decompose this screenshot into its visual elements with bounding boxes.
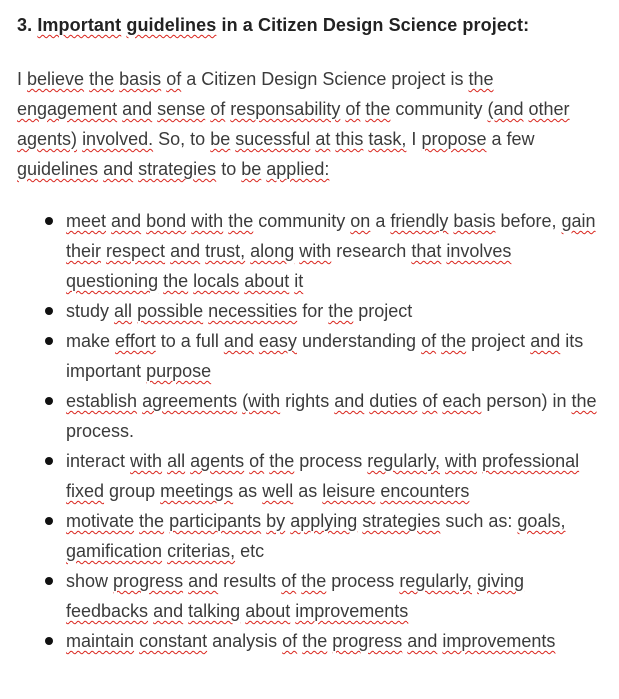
spellcheck-word: the <box>228 211 254 231</box>
spellcheck-word: possible <box>137 301 204 321</box>
spellcheck-word: professional <box>482 451 580 471</box>
spellcheck-word: the <box>301 571 327 591</box>
spellcheck-word: the <box>328 301 354 321</box>
spellcheck-word: and <box>407 631 438 651</box>
spellcheck-word: gain <box>561 211 596 231</box>
spellcheck-word: goals, <box>517 511 566 531</box>
spellcheck-word: and <box>334 391 365 411</box>
document <box>0 13 619 656</box>
spellcheck-word: agents) <box>17 129 78 149</box>
spellcheck-word: progress <box>113 571 184 591</box>
spellcheck-word: motivate <box>66 511 135 531</box>
spellcheck-word: believe <box>27 69 85 89</box>
section-heading: 3. Important guidelines in a Citizen Design Science project: <box>17 15 530 35</box>
bullet-icon <box>45 577 53 585</box>
spellcheck-word: the <box>302 631 328 651</box>
list-item-text: maintain constant analysis of the progress and improvements <box>66 631 556 651</box>
spellcheck-word: of <box>281 571 297 591</box>
spellcheck-word: and <box>103 159 134 179</box>
list-item <box>66 206 606 296</box>
spellcheck-word: the <box>269 451 295 471</box>
list-item <box>66 566 606 626</box>
spellcheck-word: all <box>167 451 186 471</box>
spellcheck-word: establish <box>66 391 138 411</box>
spellcheck-word: of <box>166 69 182 89</box>
spellcheck-word: (and <box>487 99 524 119</box>
spellcheck-word: meetings <box>160 481 234 501</box>
spellcheck-word: along <box>250 241 295 261</box>
spellcheck-word: meet <box>66 211 107 231</box>
list-item <box>66 386 606 446</box>
spellcheck-word: and <box>170 241 201 261</box>
spellcheck-word: guidelines <box>126 15 217 35</box>
spellcheck-word: well <box>262 481 294 501</box>
spellcheck-word: and <box>530 331 561 351</box>
spellcheck-word: of <box>249 451 265 471</box>
spellcheck-word: the <box>468 69 494 89</box>
list-item-text: meet and bond with the community on a friendly basis before, gain their respect and trust, along with research that involves questioning the locals about it <box>66 211 596 291</box>
spellcheck-word: with <box>299 241 332 261</box>
spellcheck-word: talking <box>188 601 241 621</box>
spellcheck-word: progress <box>332 631 403 651</box>
spellcheck-word: their <box>66 241 102 261</box>
spellcheck-word: each <box>442 391 482 411</box>
spellcheck-word: this <box>335 129 364 149</box>
spellcheck-word: duties <box>369 391 418 411</box>
spellcheck-word: basis <box>453 211 496 231</box>
spellcheck-word: agreements <box>142 391 238 411</box>
spellcheck-word: and <box>223 331 254 351</box>
spellcheck-word: regularly, <box>367 451 440 471</box>
list-item-text: show progress and results of the process regularly, giving feedbacks and talking about improvements <box>66 571 525 621</box>
spellcheck-word: sense <box>157 99 206 119</box>
spellcheck-word: of <box>422 391 438 411</box>
spellcheck-word: applying <box>290 511 358 531</box>
spellcheck-word: agents <box>190 451 245 471</box>
spellcheck-word: strategies <box>138 159 217 179</box>
spellcheck-word: all <box>114 301 133 321</box>
list-item <box>66 506 606 566</box>
spellcheck-word: maintain <box>66 631 135 651</box>
spellcheck-word: basis <box>119 69 162 89</box>
spellcheck-word: responsability <box>230 99 341 119</box>
spellcheck-word: with <box>445 451 478 471</box>
list-item <box>66 296 606 326</box>
spellcheck-word: questioning <box>66 271 159 291</box>
spellcheck-word: giving <box>477 571 525 591</box>
spellcheck-word: constant <box>139 631 208 651</box>
list-item <box>66 626 606 656</box>
spellcheck-word: trust, <box>205 241 246 261</box>
spellcheck-word: involved. <box>82 129 154 149</box>
list-item-text: make effort to a full and easy understanding of the project and its important purpose <box>66 331 584 381</box>
spellcheck-word: of <box>282 631 298 651</box>
spellcheck-word: on <box>350 211 371 231</box>
bullet-icon <box>45 397 53 405</box>
spellcheck-word: of <box>421 331 437 351</box>
spellcheck-word: be <box>241 159 262 179</box>
bullet-icon <box>45 217 53 225</box>
spellcheck-word: necessities <box>208 301 298 321</box>
list-item <box>66 446 606 506</box>
bullet-icon <box>45 337 53 345</box>
spellcheck-word: purpose <box>146 361 212 381</box>
spellcheck-word: it <box>294 271 304 291</box>
spellcheck-word: other <box>528 99 570 119</box>
spellcheck-word: bond <box>146 211 187 231</box>
spellcheck-word: and <box>122 99 153 119</box>
spellcheck-word: be <box>210 129 231 149</box>
spellcheck-word: of <box>210 99 226 119</box>
list-item-text: study all possible necessities for the project <box>66 301 413 321</box>
spellcheck-word: respect <box>106 241 166 261</box>
spellcheck-word: encounters <box>380 481 470 501</box>
spellcheck-word: the <box>365 99 391 119</box>
bullet-icon <box>45 637 53 645</box>
spellcheck-word: regularly, <box>399 571 473 591</box>
spellcheck-word: leisure <box>322 481 376 501</box>
spellcheck-word: effort <box>115 331 156 351</box>
spellcheck-word: with <box>130 451 163 471</box>
bullet-icon <box>45 517 53 525</box>
spellcheck-word: easy <box>258 331 297 351</box>
spellcheck-word: about <box>244 271 290 291</box>
spellcheck-word: participants <box>169 511 262 531</box>
spellcheck-word: improvements <box>442 631 556 651</box>
spellcheck-word: of <box>345 99 361 119</box>
intro-paragraph: I believe the basis of a Citizen Design Science project is the engagement and sense of responsability of the community (and other agents) involved. So, to be sucessful at this task, I propose a few guidelines and strategies to be applied: <box>17 69 570 179</box>
bullet-icon <box>45 457 53 465</box>
spellcheck-word: guidelines <box>17 159 99 179</box>
list-item-text: motivate the participants by applying strategies such as: goals, gamification criterias, etc <box>66 511 566 561</box>
spellcheck-word: the <box>139 511 165 531</box>
spellcheck-word: gamification <box>66 541 163 561</box>
spellcheck-word: engagement <box>17 99 118 119</box>
spellcheck-word: applied: <box>266 159 330 179</box>
spellcheck-word: strategies <box>362 511 441 531</box>
spellcheck-word: the <box>441 331 467 351</box>
spellcheck-word: propose <box>421 129 487 149</box>
spellcheck-word: at <box>315 129 331 149</box>
bullet-icon <box>45 307 53 315</box>
list-item-text: establish agreements (with rights and duties of each person) in the process. <box>66 391 597 441</box>
spellcheck-word: with <box>191 211 224 231</box>
list-item-text: interact with all agents of the process regularly, with professional fixed group meetings as well as leisure encounters <box>66 451 580 501</box>
spellcheck-word: the <box>571 391 597 411</box>
guidelines-list <box>17 206 606 656</box>
spellcheck-word: fixed <box>66 481 105 501</box>
spellcheck-word: and <box>111 211 142 231</box>
spellcheck-word: and <box>188 571 219 591</box>
spellcheck-word: by <box>266 511 286 531</box>
spellcheck-word: feedbacks <box>66 601 149 621</box>
spellcheck-word: (with <box>242 391 281 411</box>
spellcheck-word: criterias, <box>167 541 236 561</box>
spellcheck-word: task, <box>368 129 407 149</box>
spellcheck-word: the <box>163 271 189 291</box>
spellcheck-word: the <box>89 69 115 89</box>
list-item <box>66 326 606 386</box>
spellcheck-word: friendly <box>390 211 449 231</box>
spellcheck-word: about <box>245 601 291 621</box>
spellcheck-word: sucessful <box>235 129 311 149</box>
spellcheck-word: improvements <box>295 601 409 621</box>
spellcheck-word: involves <box>446 241 512 261</box>
spellcheck-word: Important <box>37 15 122 35</box>
spellcheck-word: and <box>153 601 184 621</box>
spellcheck-word: that <box>411 241 442 261</box>
spellcheck-word: locals <box>193 271 240 291</box>
